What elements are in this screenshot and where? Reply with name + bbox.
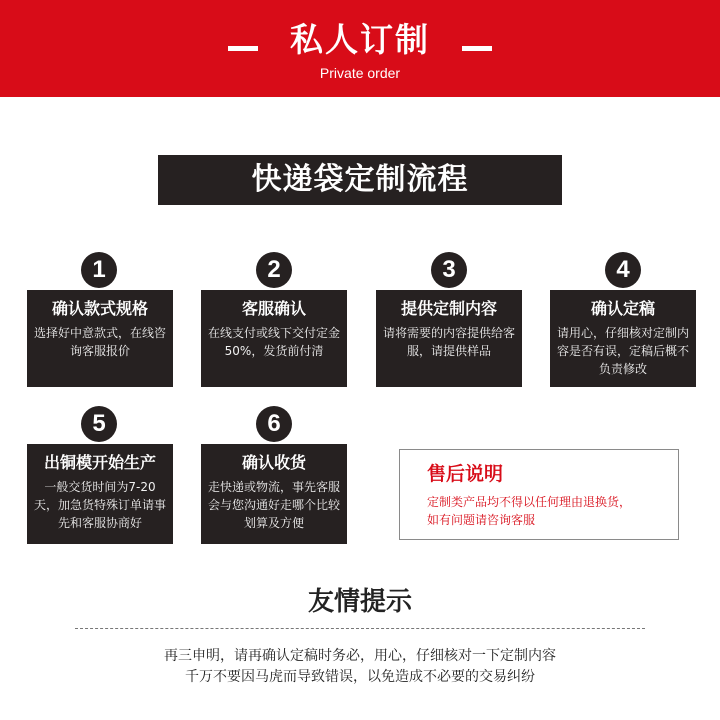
tips-divider <box>75 628 645 629</box>
step-3-card <box>376 290 522 387</box>
step-4-number-badge: 4 <box>605 252 641 288</box>
step-3-desc: 请将需要的内容提供给客服，请提供样品 <box>382 326 515 358</box>
step-3-number-badge: 3 <box>431 252 467 288</box>
step-1-number-badge: 1 <box>81 252 117 288</box>
step-6-number-badge: 6 <box>256 406 292 442</box>
aftersale-text-line-1: 定制类产品均不得以任何理由退换货， <box>427 495 632 509</box>
header-banner <box>0 0 720 97</box>
tips-text-line-1: 再三申明，请再确认定稿时务必，用心，仔细核对一下定制内容 <box>164 648 556 664</box>
step-6-desc: 走快递或物流，事先客服会与您沟通好走哪个比较划算及方便 <box>207 480 340 530</box>
step-5-number-badge: 5 <box>81 406 117 442</box>
tips-title: 友情提示 <box>307 587 412 617</box>
header-title: 私人订制 <box>290 20 430 59</box>
aftersale-text-line-2: 如有问题请咨询客服 <box>427 513 536 527</box>
header-subtitle: Private order <box>319 65 401 81</box>
step-4-card <box>550 290 696 387</box>
header-dash-right <box>462 46 492 51</box>
step-2-number-badge: 2 <box>256 252 292 288</box>
aftersale-title: 售后说明 <box>427 463 504 485</box>
step-1-card <box>27 290 173 387</box>
step-5-desc: 一般交货时间为7-20天，加急货特殊订单请事先和客服协商好 <box>33 480 166 530</box>
step-2-card <box>201 290 347 387</box>
step-2-title: 客服确认 <box>241 299 306 318</box>
step-6-card <box>201 444 347 544</box>
step-1-desc: 选择好中意款式，在线咨询客服报价 <box>33 326 166 358</box>
step-6-title: 确认收货 <box>241 453 306 472</box>
step-5-card <box>27 444 173 544</box>
tips-text-line-2: 千万不要因马虎而导致错误，以免造成不必要的交易纠纷 <box>185 669 535 685</box>
step-4-desc: 请用心，仔细核对定制内容是否有误，定稿后概不负责修改 <box>556 326 689 376</box>
step-3-title: 提供定制内容 <box>400 299 497 318</box>
process-banner: 快递袋定制流程 <box>158 155 562 205</box>
aftersale-notice-box <box>399 449 679 540</box>
step-5-title: 出铜模开始生产 <box>43 453 156 472</box>
step-4-title: 确认定稿 <box>590 299 655 318</box>
step-2-desc: 在线支付或线下交付定金50%，发货前付清 <box>207 326 340 358</box>
step-1-title: 确认款式规格 <box>51 299 148 318</box>
